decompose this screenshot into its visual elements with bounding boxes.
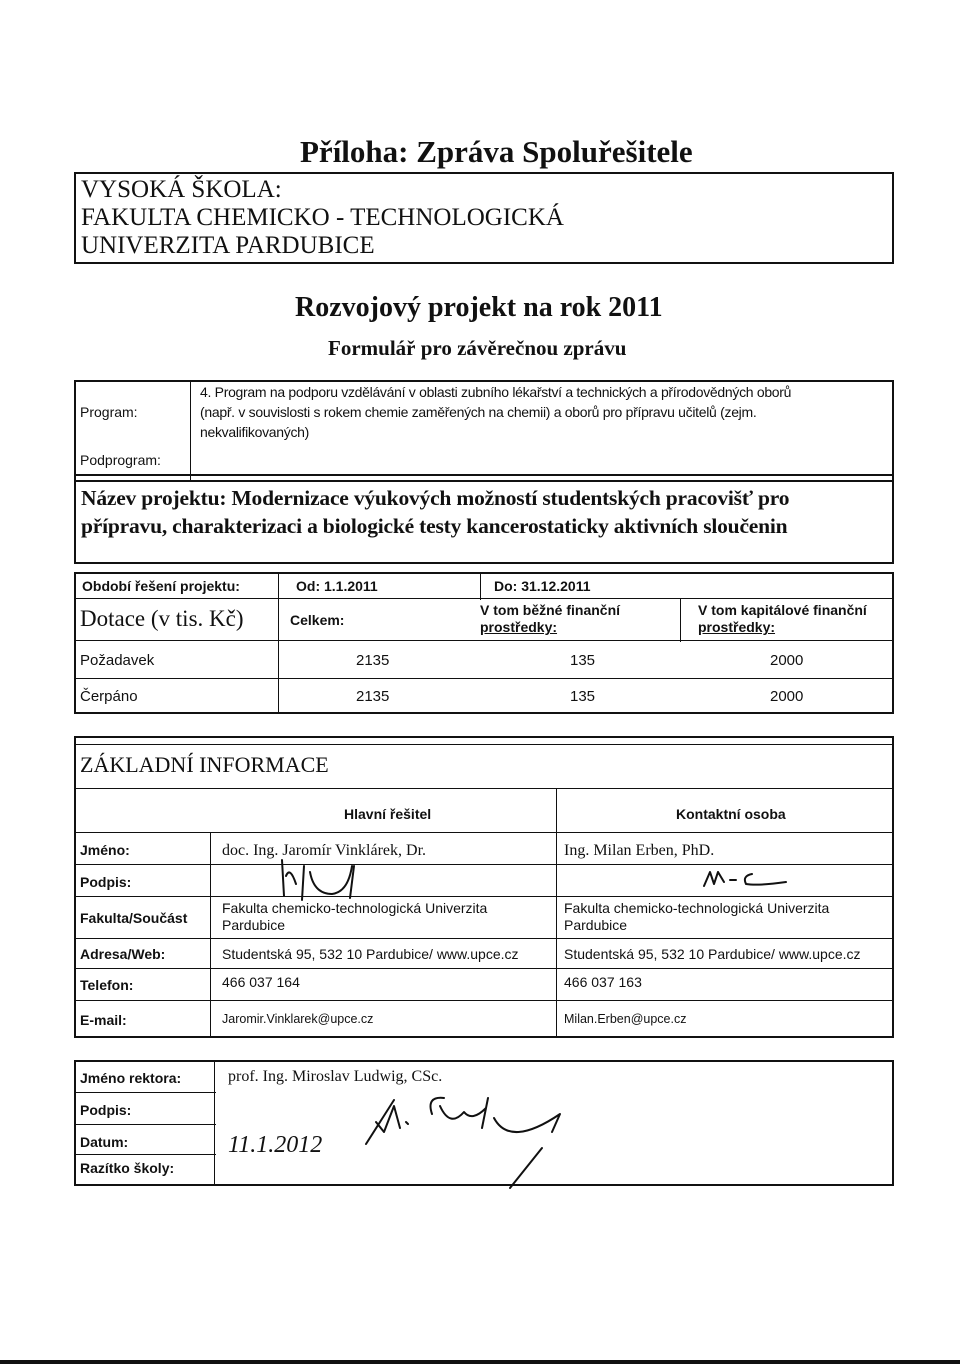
rector-name: prof. Ing. Miroslav Ludwig, CSc. — [228, 1068, 443, 1085]
rector-date-label: Datum: — [80, 1134, 129, 1150]
lead-address: Studentská 95, 532 10 Pardubice/ www.upce.cz — [222, 946, 519, 962]
budget-row-spent-capital: 2000 — [770, 688, 804, 705]
row-signature-label: Podpis: — [80, 874, 132, 890]
row-faculty-label: Fakulta/Součást — [80, 910, 188, 926]
basic-info-title: ZÁKLADNÍ INFORMACE — [80, 752, 329, 777]
project-name-line1: Název projektu: Modernizace výukových možností studentských pracovišť pro — [81, 486, 790, 510]
contact-signature-icon — [700, 864, 820, 894]
lead-name: doc. Ing. Jaromír Vinklárek, Dr. — [222, 842, 427, 859]
contact-faculty-line2: Pardubice — [564, 917, 628, 933]
row-name-label: Jméno: — [80, 842, 130, 858]
budget-row-requested-total: 2135 — [356, 652, 390, 669]
program-label: Program: — [80, 404, 138, 420]
subprogram-label: Podprogram: — [80, 452, 161, 468]
school-faculty: FAKULTA CHEMICKO - TECHNOLOGICKÁ — [81, 204, 564, 231]
period-to: Do: 31.12.2011 — [494, 578, 591, 594]
rector-name-label: Jméno rektora: — [80, 1070, 182, 1086]
budget-row-spent-total: 2135 — [356, 688, 390, 705]
program-text-line1: 4. Program na podporu vzdělávání v oblasti zubního lékařství a technických a přírodovědných oborů — [200, 384, 792, 400]
period-label: Období řešení projektu: — [82, 578, 240, 594]
lead-faculty-line2: Pardubice — [222, 917, 286, 933]
budget-row-requested-capital: 2000 — [770, 652, 804, 669]
rector-handwritten-date: 11.1.2012 — [228, 1132, 323, 1158]
school-label: VYSOKÁ ŠKOLA: — [81, 176, 282, 203]
budget-col-current-2: prostředky: — [480, 619, 558, 635]
contact-faculty-line1: Fakulta chemicko-technologická Univerzita — [564, 900, 830, 916]
lead-phone: 466 037 164 — [222, 974, 300, 990]
period-from: Od: 1.1.2011 — [296, 578, 378, 594]
col-contact-person: Kontaktní osoba — [676, 806, 786, 822]
budget-col-capital-1: V tom kapitálové finanční — [698, 602, 867, 618]
program-text-line3: nekvalifikovaných) — [200, 424, 309, 440]
project-name-line2: přípravu, charakterizaci a biologické testy kancerostaticky aktivních sloučenin — [81, 514, 788, 538]
contact-phone: 466 037 163 — [564, 974, 642, 990]
contact-address: Studentská 95, 532 10 Pardubice/ www.upce.cz — [564, 946, 861, 962]
lead-signature-icon — [270, 836, 430, 906]
rector-stamp-label: Razítko školy: — [80, 1160, 175, 1176]
rector-signature-label: Podpis: — [80, 1102, 132, 1118]
rector-signature-icon — [360, 1088, 600, 1188]
budget-col-capital-2: prostředky: — [698, 619, 776, 635]
form-subtitle: Formulář pro závěrečnou zprávu — [328, 336, 627, 360]
annex-title: Příloha: Zpráva Spoluřešitele — [300, 134, 693, 169]
program-text-line2: (např. v souvislosti s rokem chemie zaměřených na chemii) a oborů pro přípravu učitelů (zejm. — [200, 404, 757, 420]
scan-edge-line — [0, 1360, 960, 1364]
contact-name: Ing. Milan Erben, PhD. — [564, 842, 715, 859]
budget-row-requested-label: Požadavek — [80, 652, 155, 669]
contact-email: Milan.Erben@upce.cz — [564, 1012, 687, 1026]
budget-col-current-1: V tom běžné finanční — [480, 602, 621, 618]
row-address-label: Adresa/Web: — [80, 946, 166, 962]
lead-email: Jaromir.Vinklarek@upce.cz — [222, 1012, 374, 1026]
budget-col-total: Celkem: — [290, 612, 345, 628]
col-lead-researcher: Hlavní řešitel — [344, 806, 432, 822]
budget-row-spent-label: Čerpáno — [80, 688, 138, 705]
project-year-title: Rozvojový projekt na rok 2011 — [295, 292, 663, 323]
school-university: UNIVERZITA PARDUBICE — [81, 232, 375, 259]
row-phone-label: Telefon: — [80, 977, 134, 993]
lead-faculty-line1: Fakulta chemicko-technologická Univerzita — [222, 900, 488, 916]
budget-row-spent-current: 135 — [570, 688, 596, 705]
budget-row-requested-current: 135 — [570, 652, 596, 669]
row-email-label: E-mail: — [80, 1012, 127, 1028]
budget-title: Dotace (v tis. Kč) — [80, 606, 244, 631]
